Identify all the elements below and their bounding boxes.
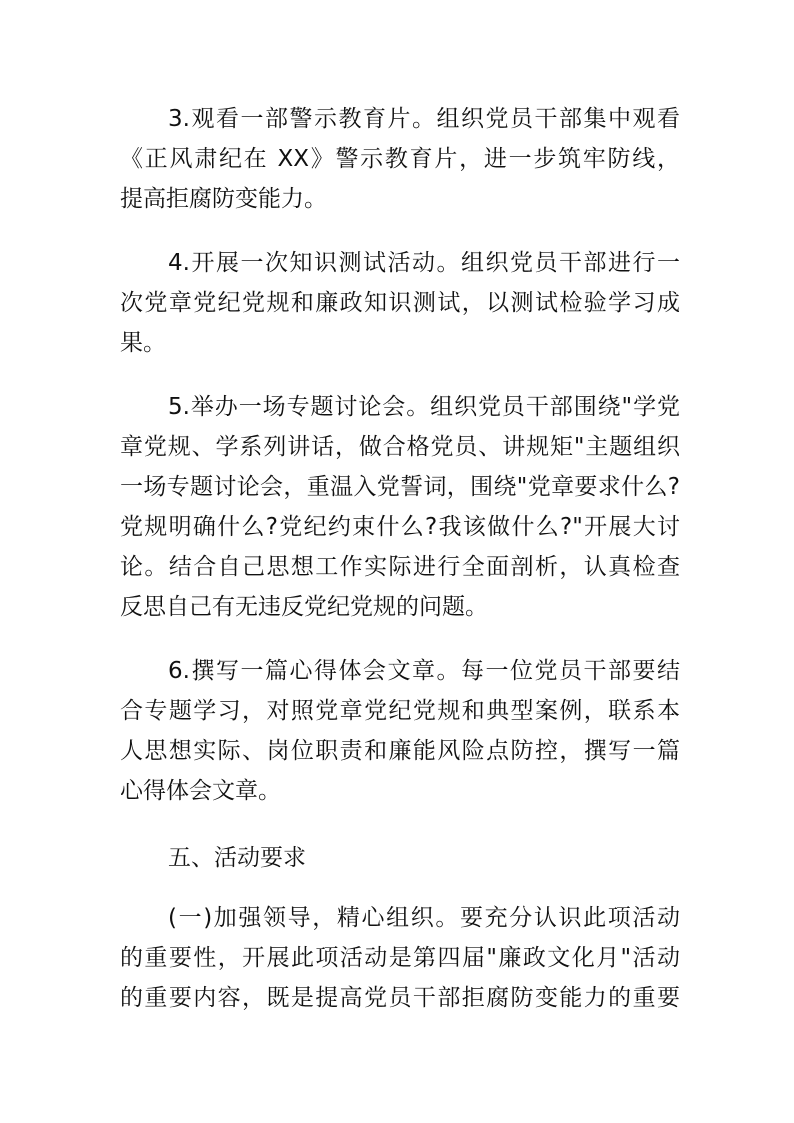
text-line: 的重要性，开展此项活动是第四届"廉政文化月"活动 — [120, 945, 680, 971]
text-line: 3.观看一部警示教育片。组织党员干部集中观看 — [168, 106, 680, 132]
text-line: 反思自己有无违反党纪党规的问题。 — [120, 594, 488, 620]
text-line: 《正风肃纪在 XX》警示教育片，进一步筑牢防线， — [120, 146, 680, 172]
paragraph-knowledge-test — [120, 243, 680, 363]
text-line: 6.撰写一篇心得体会文章。每一位党员干部要结 — [168, 658, 680, 684]
text-line: 论。结合自己思想工作实际进行全面剖析，认真检查 — [120, 554, 680, 580]
section-heading-text: 五、活动要求 — [168, 845, 306, 871]
paragraph-discussion-meeting — [120, 387, 680, 627]
text-line: 4.开展一次知识测试活动。组织党员干部进行一 — [168, 250, 680, 276]
text-line: 合专题学习，对照党章党纪党规和典型案例，联系本 — [120, 698, 680, 724]
text-line: 5.举办一场专题讨论会。组织党员干部围绕"学党 — [168, 394, 680, 420]
text-line: 次党章党纪党规和廉政知识测试，以测试检验学习成 — [120, 290, 680, 316]
text-line: 果。 — [120, 330, 166, 356]
text-line: 章党规、学系列讲话，做合格党员、讲规矩"主题组织 — [120, 434, 680, 460]
text-line: 人思想实际、岗位职责和廉能风险点防控，撰写一篇 — [120, 738, 680, 764]
paragraph-leadership — [120, 898, 680, 1018]
text-line: 的重要内容，既是提高党员干部拒腐防变能力的重要 — [120, 985, 680, 1011]
text-line: 心得体会文章。 — [120, 778, 281, 804]
text-line: (一)加强领导，精心组织。要充分认识此项活动 — [168, 905, 680, 931]
paragraph-reflection-article — [120, 651, 680, 811]
paragraph-warning-film — [120, 99, 680, 219]
text-line: 党规明确什么?党纪约束什么?我该做什么?"开展大讨 — [120, 514, 680, 540]
text-line: 提高拒腐防变能力。 — [120, 186, 327, 212]
text-line: 一场专题讨论会，重温入党誓词，围绕"党章要求什么? — [120, 474, 680, 500]
section-heading — [120, 838, 680, 878]
